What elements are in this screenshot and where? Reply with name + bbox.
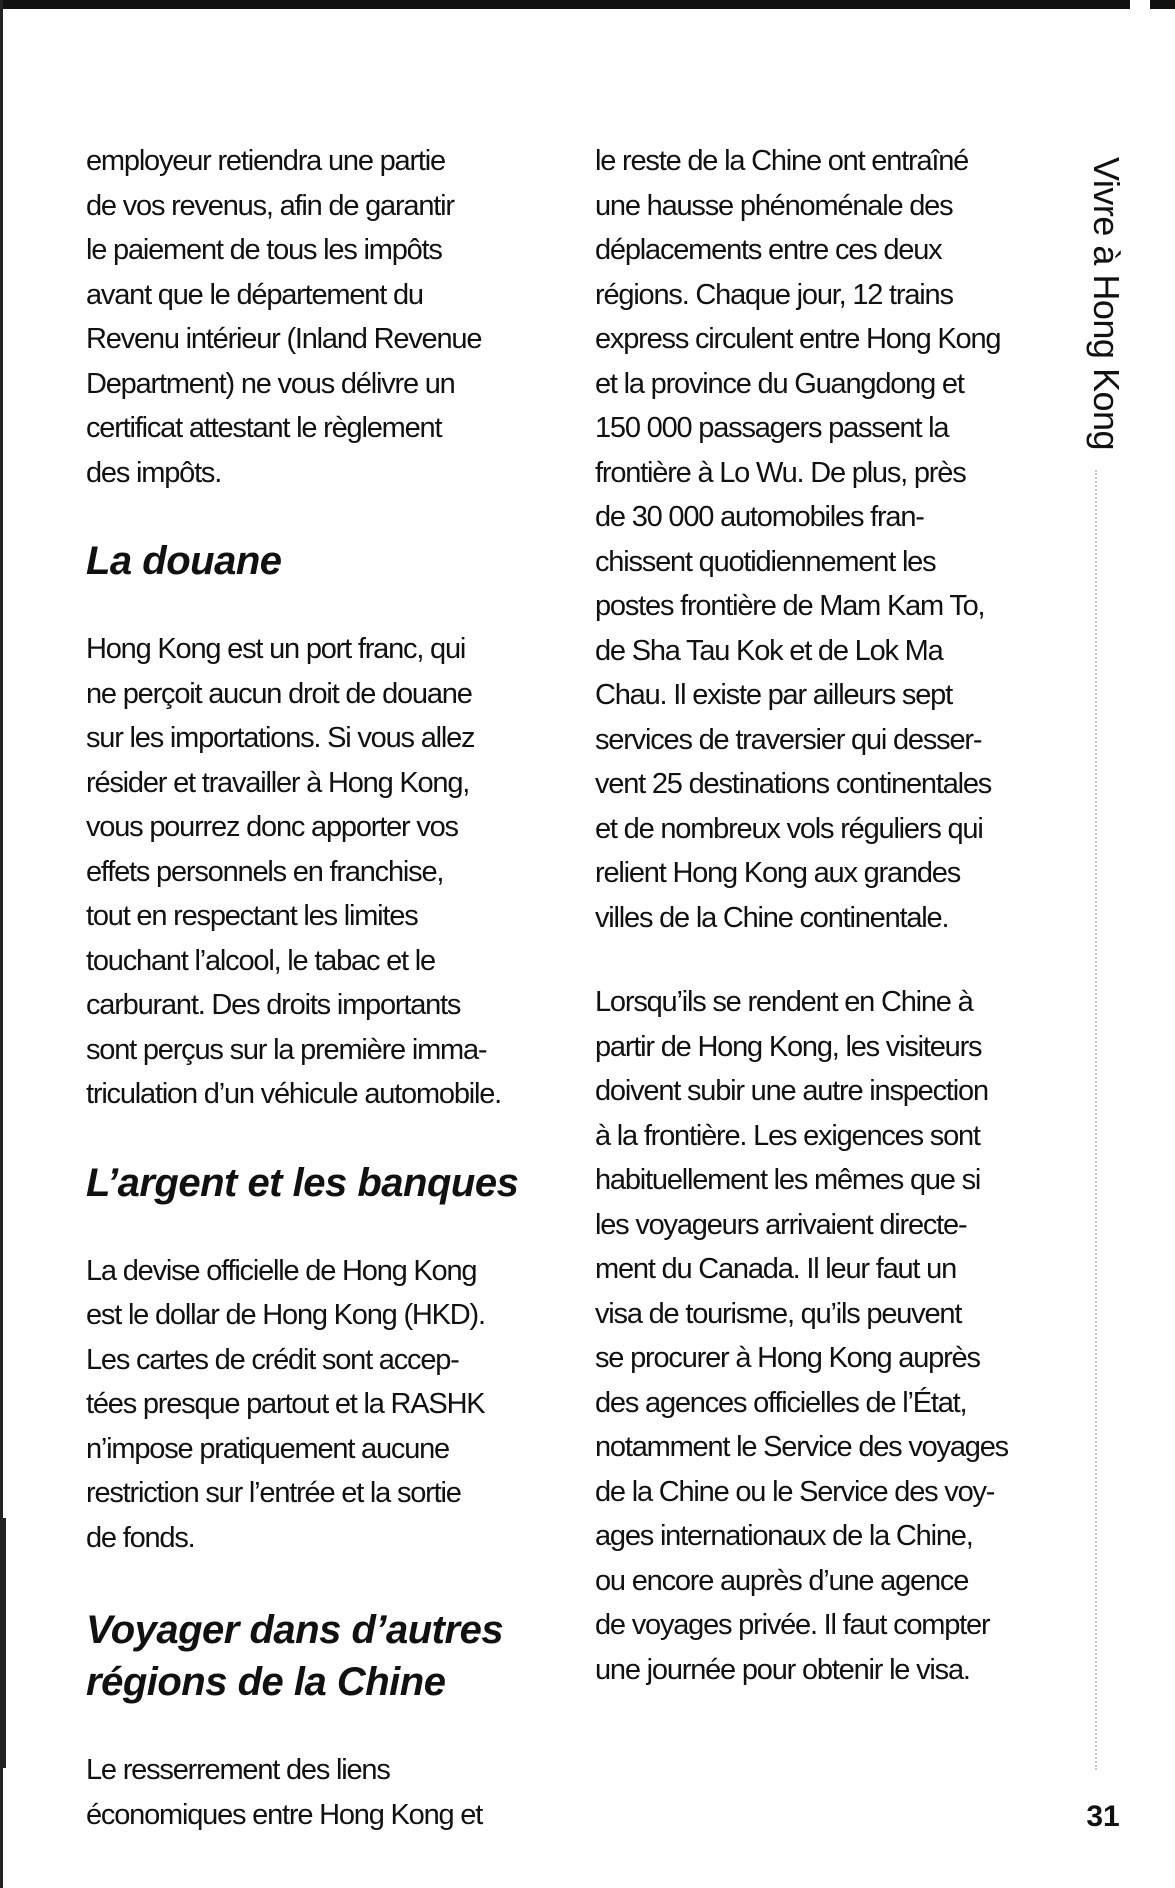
- heading-argent-banques: L’argent et les banques: [86, 1160, 519, 1205]
- page-number: 31: [1086, 1800, 1120, 1833]
- paragraph-deplacements: le reste de la Chine ont entraîné une hausse phénoménale des déplacements entre ces deux régions. Chaque jour, 12 trains express circulent entre Hong Kong et la province du Guangdong et 150 000 passagers passent la frontière à Lo Wu. De plus, près de 30 000 automobiles fran- chissent quotidiennement les postes frontière de Mam Kam To, de Sha Tau Kok et de Lok Ma Chau. Il existe par ailleurs sept services de traversier qui desser- vent 25 destinations continentales et de nombreux vols réguliers qui relient Hong Kong aux grandes villes de la Chine continentale.: [595, 145, 1001, 934]
- top-border-rule: [0, 0, 1175, 9]
- paragraph-impots: employeur retiendra une partie de vos revenus, afin de garantir le paiement de tous les impôts avant que le département du Revenu intérieur (Inland Revenue Department) ne vous délivre un certificat attestant le règlement des impôts.: [86, 145, 482, 489]
- paragraph-douane: Hong Kong est un port franc, qui ne perçoit aucun droit de douane sur les importations. Si vous allez résider et travailler à Hong Kong, vous pourrez donc apporter vos effets personnels en franchise, tout en respectant les limites touchant l’alcool, le tabac et le carburant. Des droits importants sont perçus sur la première imma- triculation d’un véhicule automobile.: [86, 633, 502, 1110]
- heading-la-douane: La douane: [86, 539, 282, 583]
- top-border-gap: [1130, 0, 1150, 9]
- right-column: [595, 139, 1065, 1692]
- paragraph-voyager: Le resserrement des liens économiques entre Hong Kong et: [86, 1754, 483, 1831]
- paragraph-visa: Lorsqu’ils se rendent en Chine à partir de Hong Kong, les visiteurs doivent subir une autre inspection à la frontière. Les exigences sont habituellement les mêmes que si les voyageurs arrivaient directe- ment du Canada. Il leur faut un visa de tourisme, qu’ils peuvent se procurer à Hong Kong auprès des agences officielles de l’État, notamment le Service des voyages de la Chine ou le Service des voy- ages internationaux de la Chine, ou encore auprès d’une agence de voyages privée. Il faut compter une journée pour obtenir le visa.: [595, 986, 1008, 1686]
- paragraph-argent: La devise officielle de Hong Kong est le dollar de Hong Kong (HKD). Les cartes de crédit sont accep- tées presque partout et la RASHK n’impose pratiquement aucune restriction sur l’entrée et la sortie de fonds.: [86, 1254, 485, 1554]
- side-dotted-rule: [1095, 470, 1097, 1770]
- section-side-title: Vivre à Hong Kong: [1086, 157, 1127, 451]
- heading-voyager-chine: Voyager dans d’autres régions de la Chine: [86, 1608, 504, 1704]
- left-border-thick-segment: [0, 1518, 6, 1768]
- left-column: [86, 139, 551, 1837]
